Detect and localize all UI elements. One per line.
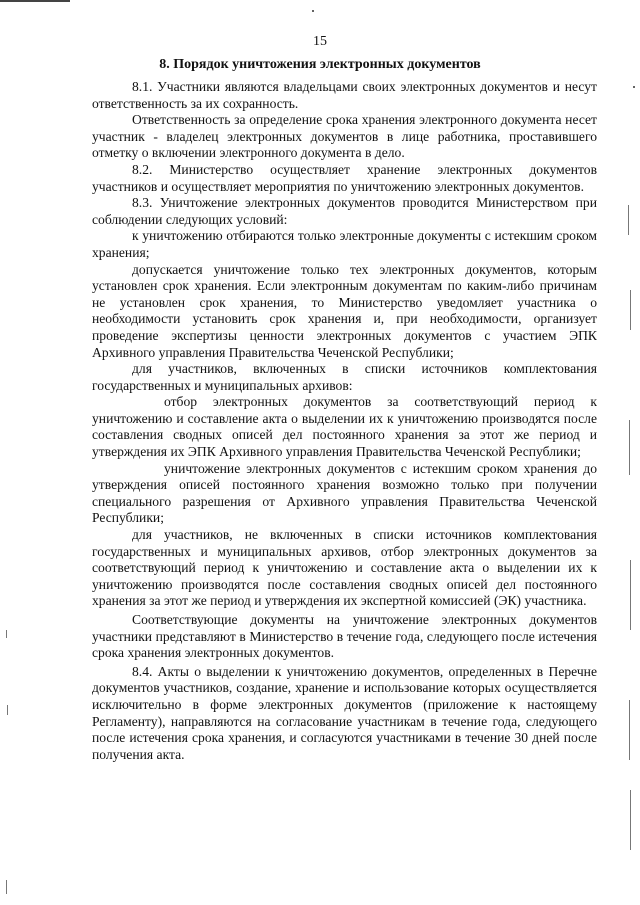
scan-margin-mark [628, 205, 629, 235]
paragraph-8-4: 8.4. Акты о выделении к уничтожению документов, определенных в Перечне документов участников, создание, хранение и использование которых осуществляется исключительно в форме электронных документов (приложение к настоящему Регламенту), направляются на согласование участникам в течение года, следующего после истечения срока хранения, и согласуются участниками в течение 30 дней после получения акта. [92, 663, 597, 762]
condition-expired-only: к уничтожению отбираются только электронные документы с истекшим сроком хранения; [92, 228, 597, 260]
paragraph-8-1: 8.1. Участники являются владельцами своих электронных документов и несут ответственность за их сохранность. [92, 79, 597, 111]
page-number: 15 [313, 34, 327, 49]
scan-margin-mark [629, 700, 630, 760]
condition-retention-set: допускается уничтожение только тех электронных документов, которым установлен срок хранения. Если электронным документам по каким-либо причинам не установлен срок хранения, то Министерство уведомляет участника о необходимости установить срок хранения и, при необходимости, организует проведение экспертизы ценности электронных документов с участием ЭПК Архивного управления Правительства Чеченской Республики; [92, 261, 597, 360]
scan-speck [312, 10, 314, 12]
section-title: 8. Порядок уничтожения электронных документов [159, 57, 481, 72]
paragraph-responsibility: Ответственность за определение срока хранения электронного документа несет участник - владелец электронных документов в лице работника, проставившего отметку о включении электронного документа в дело. [92, 112, 597, 161]
scan-speck [633, 86, 635, 88]
scan-edge-rule [0, 0, 70, 2]
scan-margin-mark [6, 630, 7, 638]
scan-margin-mark [6, 880, 7, 894]
scan-margin-mark [7, 705, 8, 715]
paragraph-8-3: 8.3. Уничтожение электронных документов проводится Министерством при соблюдении следующих условий: [92, 195, 597, 227]
scan-margin-mark [630, 560, 631, 630]
paragraph-submission: Соответствующие документы на уничтожение электронных документов участники представляют в Министерство в течение года, следующего после истечения срока хранения электронных документов. [92, 612, 597, 661]
subcondition-selection: отбор электронных документов за соответствующий период к уничтожению и составление акта о выделении их к уничтожению производятся после составления сводных описей дел постоянного хранения за этот же период и утверждения их ЭПК Архивного управления Правительства Чеченской Республики; [92, 394, 597, 460]
scan-margin-mark [630, 290, 631, 330]
paragraph-8-2: 8.2. Министерство осуществляет хранение электронных документов участников и осуществляет мероприятия по уничтожению электронных документов. [92, 161, 597, 194]
subcondition-destruction: уничтожение электронных документов с истекшим сроком хранения до утверждения описей постоянного хранения возможно только при получении специального разрешения от Архивного управления Правительства Чеченской Республики; [92, 460, 597, 526]
section-body [92, 79, 597, 763]
scan-margin-mark [629, 420, 630, 475]
scan-margin-mark [630, 790, 631, 850]
condition-included-participants: для участников, включенных в списки источников комплектования государственных и муниципальных архивов: [92, 361, 597, 393]
condition-non-included-participants: для участников, не включенных в списки источников комплектования государственных и муниципальных архивов, отбор электронных документов за соответствующий период к уничтожению и составление акта о выделении их к уничтожению производятся после составления сводных описей дел постоянного хранения за этот же период и утверждения их экспертной комиссией (ЭК) участника. [92, 527, 597, 609]
